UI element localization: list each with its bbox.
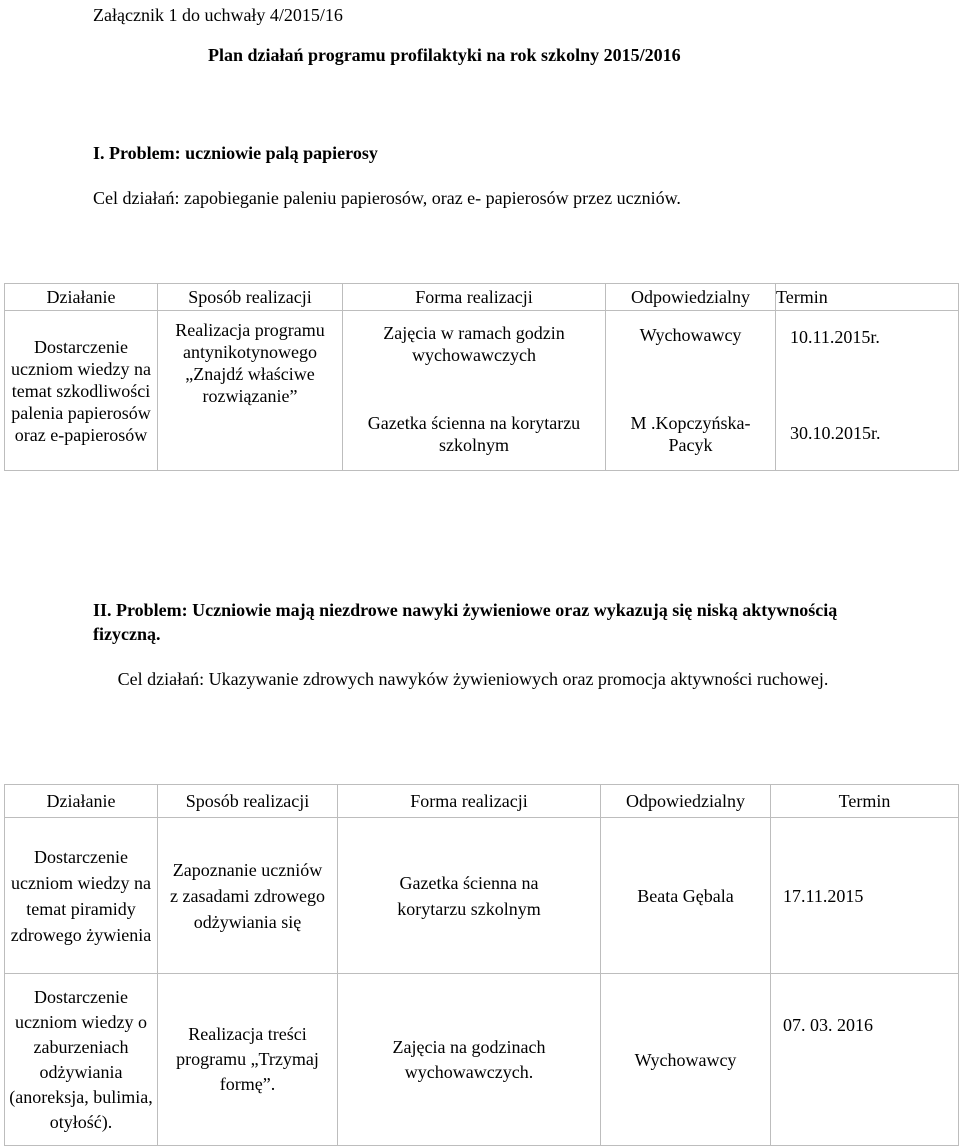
table-row: [5, 974, 959, 1146]
column-header: Działanie: [5, 284, 158, 311]
column-header: Sposób realizacji: [158, 284, 343, 311]
section1-problem: I. Problem: uczniowie palą papierosy: [93, 143, 378, 163]
responsible-cell: Beata Gębala: [601, 818, 771, 974]
form-cell: Gazetka ścienna na korytarzu szkolnym: [338, 818, 601, 974]
column-header: Odpowiedzialny: [606, 284, 776, 311]
section2-table: [4, 784, 959, 1146]
column-header: Termin: [776, 284, 959, 311]
responsible-cell: Wychowawcy: [601, 974, 771, 1146]
document-title: Plan działań programu profilaktyki na rok szkolny 2015/2016: [208, 45, 681, 65]
section1-table: [4, 283, 959, 471]
action-cell: Dostarczenie uczniom wiedzy na temat piramidy zdrowego żywienia: [5, 818, 158, 974]
table-header-row: [5, 785, 959, 818]
column-header: Sposób realizacji: [158, 785, 338, 818]
annex-label: Załącznik 1 do uchwały 4/2015/16: [93, 5, 343, 25]
action-cell: Dostarczenie uczniom wiedzy na temat szkodliwości palenia papierosów oraz e-papierosów: [5, 311, 158, 471]
form-item: Gazetka ścienna na korytarzu szkolnym: [367, 412, 581, 455]
form-item: Zajęcia w ramach godzin wychowawczych: [383, 322, 565, 365]
column-header: Forma realizacji: [343, 284, 606, 311]
responsible-item: Wychowawcy: [639, 324, 742, 345]
form-cell: [343, 311, 606, 471]
form-cell: Zajęcia na godzinach wychowawczych.: [338, 974, 601, 1146]
date-cell: 17.11.2015: [771, 818, 959, 974]
column-header: Działanie: [5, 785, 158, 818]
table-header-row: [5, 284, 959, 311]
column-header: Forma realizacji: [338, 785, 601, 818]
date-cell: [776, 311, 959, 471]
method-cell: Realizacja treści programu „Trzymaj formę”.: [158, 974, 338, 1146]
date-item: 10.11.2015r.: [790, 326, 880, 347]
date-item: 30.10.2015r.: [790, 422, 881, 443]
section1-goal: Cel działań: zapobieganie paleniu papierosów, oraz e- papierosów przez uczniów.: [93, 188, 681, 208]
method-cell: Zapoznanie uczniów z zasadami zdrowego odżywiania się: [158, 818, 338, 974]
table-row: [5, 311, 959, 471]
column-header: Odpowiedzialny: [601, 785, 771, 818]
responsible-item: M .Kopczyńska-Pacyk: [630, 412, 751, 455]
table-row: [5, 818, 959, 974]
section2-problem: II. Problem: Uczniowie mają niezdrowe nawyki żywieniowe oraz wykazują się niską aktywnością fizyczną.: [93, 600, 838, 644]
method-cell: Realizacja programu antynikotynowego „Znajdź właściwe rozwiązanie”: [158, 311, 343, 471]
date-cell: 07. 03. 2016: [771, 974, 959, 1146]
column-header: Termin: [771, 785, 959, 818]
action-cell: Dostarczenie uczniom wiedzy o zaburzeniach odżywiania (anoreksja, bulimia, otyłość).: [5, 974, 158, 1146]
section2-goal: Cel działań: Ukazywanie zdrowych nawyków żywieniowych oraz promocja aktywności ruchowej.: [117, 669, 829, 689]
responsible-cell: [606, 311, 776, 471]
